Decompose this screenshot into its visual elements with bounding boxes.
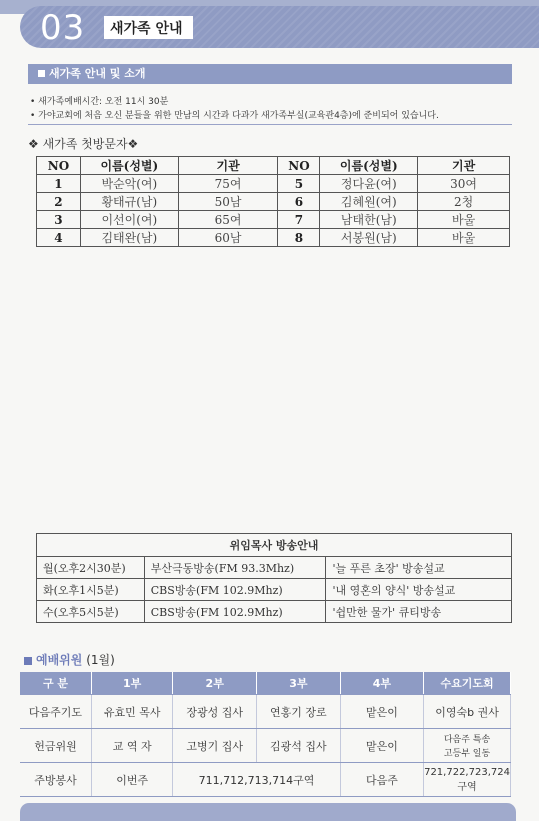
- broadcast-table: [36, 533, 512, 623]
- cell: 월(오후2시30분): [37, 557, 145, 579]
- cell: 6: [278, 193, 320, 211]
- section-number: 03: [40, 8, 86, 48]
- table-row: [37, 193, 510, 211]
- cell: 맡은이: [340, 729, 423, 763]
- cell: 황태규(남): [80, 193, 178, 211]
- worship-table: [20, 672, 511, 797]
- cell: 장광성 집사: [173, 695, 257, 729]
- cell: 김광석 집사: [257, 729, 341, 763]
- cell: 이영숙b 권사: [424, 695, 511, 729]
- col-header: 1부: [91, 672, 172, 695]
- col-header: 기관: [418, 157, 510, 175]
- col-header: 구 분: [20, 672, 91, 695]
- cell: CBS방송(FM 102.9Mhz): [144, 579, 326, 601]
- col-header: 수요기도회: [424, 672, 511, 695]
- cell: 주방봉사: [20, 763, 91, 797]
- cell: 5: [278, 175, 320, 193]
- cell: 다음주: [340, 763, 423, 797]
- cell: 서봉원(남): [320, 229, 418, 247]
- cell: 711,712,713,714구역: [173, 763, 340, 797]
- table-row: [20, 763, 511, 797]
- footer-bar: [20, 803, 516, 821]
- cell: 바울: [418, 229, 510, 247]
- broadcast-title: 위임목사 방송안내: [37, 534, 512, 557]
- square-bullet-icon: [24, 657, 32, 665]
- table-row: [37, 601, 512, 623]
- cell: 연홍기 장로: [257, 695, 341, 729]
- cell: '내 영혼의 양식' 방송설교: [326, 579, 512, 601]
- cell: 721,722,723,724구역: [424, 763, 511, 797]
- cell: 2청: [418, 193, 510, 211]
- cell: 김혜원(여): [320, 193, 418, 211]
- page-title: 새가족 안내: [104, 16, 193, 39]
- cell: 7: [278, 211, 320, 229]
- cell: 60남: [178, 229, 278, 247]
- cell: 화(오후1시5분): [37, 579, 145, 601]
- divider: [28, 124, 512, 125]
- col-header: NO: [278, 157, 320, 175]
- section-title-bar: [28, 64, 512, 84]
- cell: 1: [37, 175, 81, 193]
- cell: 교 역 자: [91, 729, 172, 763]
- cell: 30여: [418, 175, 510, 193]
- cell: 2: [37, 193, 81, 211]
- col-header: 4부: [340, 672, 423, 695]
- worship-label: 예배위원: [36, 653, 83, 667]
- table-row: [20, 695, 511, 729]
- col-header: 3부: [257, 672, 341, 695]
- square-bullet-icon: [38, 70, 45, 77]
- cell: 수(오후5시5분): [37, 601, 145, 623]
- cell: 맡은이: [340, 695, 423, 729]
- cell: 이선이(여): [80, 211, 178, 229]
- cell: 바울: [418, 211, 510, 229]
- visitors-title: ❖ 새가족 첫방문자❖: [28, 137, 139, 151]
- cell: 남태한(남): [320, 211, 418, 229]
- table-row: [37, 579, 512, 601]
- cell: 다음주기도: [20, 695, 91, 729]
- cell: 4: [37, 229, 81, 247]
- col-header: 기관: [178, 157, 278, 175]
- table-row: [37, 229, 510, 247]
- cell: CBS방송(FM 102.9Mhz): [144, 601, 326, 623]
- cell: 고병기 집사: [173, 729, 257, 763]
- cell: 3: [37, 211, 81, 229]
- visitors-table: [36, 156, 510, 247]
- cell: 부산극동방송(FM 93.3Mhz): [144, 557, 326, 579]
- worship-month: (1월): [86, 653, 115, 667]
- cell-line: 고등부 일동: [443, 748, 491, 759]
- table-row: [20, 729, 511, 763]
- section-title: 새가족 안내 및 소개: [49, 67, 146, 80]
- cell: 이번주: [91, 763, 172, 797]
- table-row: [37, 557, 512, 579]
- cell: 김태완(남): [80, 229, 178, 247]
- cell: [424, 729, 511, 763]
- cell: 50남: [178, 193, 278, 211]
- col-header: 이름(성별): [320, 157, 418, 175]
- bullet-welcome: • 가야교회에 처음 오신 분들을 위한 만남의 시간과 다과가 새가족부실(교육관4층)에 준비되어 있습니다.: [30, 111, 439, 121]
- cell: 박순악(여): [80, 175, 178, 193]
- visitors-header-row: [37, 157, 510, 175]
- cell-line: 다음주 특송: [443, 734, 491, 745]
- cell: 75여: [178, 175, 278, 193]
- cell: 8: [278, 229, 320, 247]
- col-header: NO: [37, 157, 81, 175]
- table-row: [37, 211, 510, 229]
- cell: 헌금위원: [20, 729, 91, 763]
- header-bar: [20, 6, 539, 48]
- col-header: 2부: [173, 672, 257, 695]
- worship-header-row: [20, 672, 511, 695]
- cell: 65여: [178, 211, 278, 229]
- cell: 유효민 목사: [91, 695, 172, 729]
- worship-heading: [24, 651, 115, 668]
- table-row: [37, 175, 510, 193]
- cell: 정다윤(여): [320, 175, 418, 193]
- bullet-service-time: • 새가족예배시간: 오전 11시 30분: [30, 97, 169, 107]
- col-header: 이름(성별): [80, 157, 178, 175]
- cell: '쉽만한 물가' 큐티방송: [326, 601, 512, 623]
- cell: '늘 푸른 초장' 방송설교: [326, 557, 512, 579]
